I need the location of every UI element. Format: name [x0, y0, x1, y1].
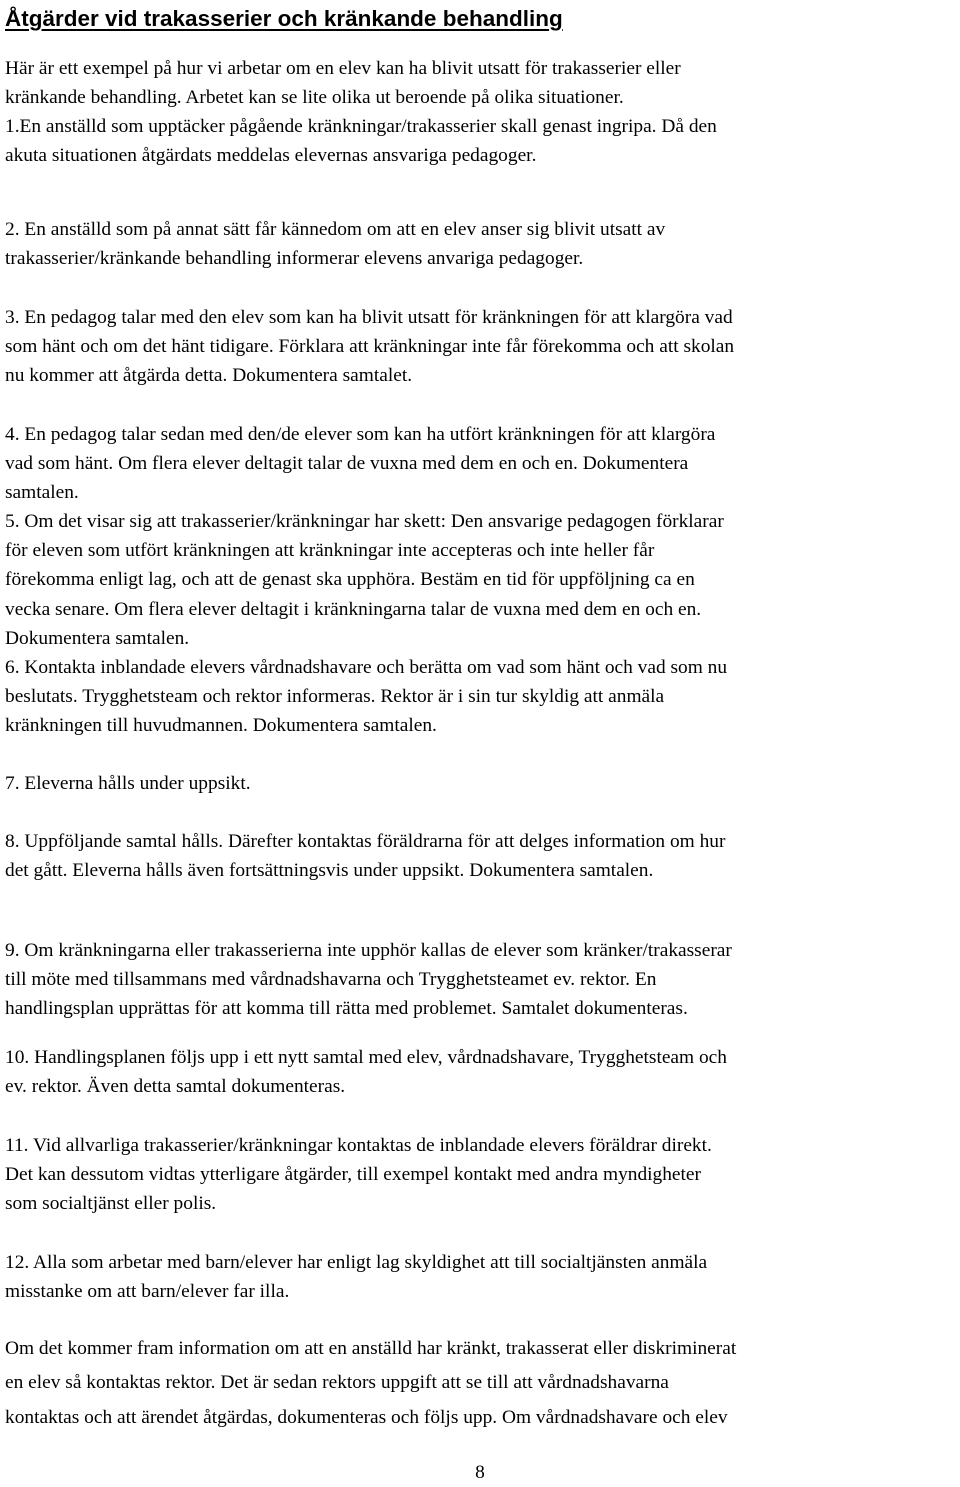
text-line: Det kan dessutom vidtas ytterligare åtgärder, till exempel kontakt med andra myndigheter: [5, 1164, 701, 1186]
page-title: Åtgärder vid trakasserier och kränkande behandling: [5, 6, 563, 31]
text-line: samtalen.: [5, 482, 79, 504]
text-line: trakasserier/kränkande behandling informerar elevens anvariga pedagoger.: [5, 248, 584, 270]
text-line: beslutats. Trygghetsteam och rektor informeras. Rektor är i sin tur skyldig att anmäla: [5, 685, 665, 707]
text-line: 11. Vid allvarliga trakasserier/kränkningar kontaktas de inblandade elevers föräldrar direkt.: [5, 1135, 712, 1156]
text-line: Om det kommer fram information om att en anställd har kränkt, trakasserat eller diskriminerat: [5, 1338, 737, 1359]
text-line: som socialtjänst eller polis.: [5, 1193, 217, 1215]
step-3-paragraph: [5, 303, 960, 390]
intro-paragraph: [5, 54, 960, 170]
text-line: misstanke om att barn/elever far illa.: [5, 1281, 290, 1303]
text-line: 10. Handlingsplanen följs upp i ett nytt samtal med elev, vårdnadshavare, Trygghetsteam och: [5, 1047, 727, 1068]
text-line: kontaktas och att ärendet åtgärdas, dokumenteras och följs upp. Om vårdnadshavare och elev: [5, 1406, 728, 1428]
step-10-paragraph: [5, 1043, 960, 1101]
text-line: 6. Kontakta inblandade elevers vårdnadshavare och berätta om vad som hänt och vad som nu: [5, 656, 728, 678]
text-line: för eleven som utfört kränkningen att kränkningar inte accepteras och inte heller får: [5, 540, 655, 562]
text-line: 5. Om det visar sig att trakasserier/kränkningar har skett: Den ansvarige pedagogen förklarar: [5, 511, 724, 533]
steps-4-to-6-paragraph: [5, 420, 960, 740]
step-8-paragraph: [5, 827, 960, 885]
text-line: 3. En pedagog talar med den elev som kan ha blivit utsatt för kränkningen för att klargöra vad: [5, 307, 733, 328]
text-line: Här är ett exempel på hur vi arbetar om en elev kan ha blivit utsatt för trakasserier eller: [5, 58, 681, 79]
text-line: akuta situationen åtgärdats meddelas elevernas ansvariga pedagoger.: [5, 145, 537, 167]
text-line: 9. Om kränkningarna eller trakasserierna inte upphör kallas de elever som kränker/trakasserar: [5, 940, 732, 961]
text-line: 8. Uppföljande samtal hålls. Därefter kontaktas föräldrarna för att delges information om hur: [5, 831, 726, 852]
text-line: 12. Alla som arbetar med barn/elever har enligt lag skyldighet att till socialtjänsten anmäla: [5, 1252, 708, 1273]
text-line: handlingsplan upprättas för att komma till rätta med problemet. Samtalet dokumenteras.: [5, 998, 688, 1020]
text-line: kränkningen till huvudmannen. Dokumentera samtalen.: [5, 714, 437, 736]
text-line: vad som hänt. Om flera elever deltagit talar de vuxna med dem en och en. Dokumentera: [5, 453, 689, 475]
step-12-paragraph: [5, 1248, 960, 1306]
step-7-paragraph: [5, 769, 960, 798]
text-line: 4. En pedagog talar sedan med den/de elever som kan ha utfört kränkningen för att klargöra: [5, 424, 716, 445]
text-line: som hänt och om det hänt tidigare. Förklara att kränkningar inte får förekomma och att skolan: [5, 336, 735, 358]
step-2-paragraph: [5, 215, 960, 273]
text-line: nu kommer att åtgärda detta. Dokumentera samtalet.: [5, 365, 413, 387]
text-line: en elev så kontaktas rektor. Det är sedan rektors uppgift att se till att vårdnadshavarna: [5, 1372, 669, 1394]
text-line: 2. En anställd som på annat sätt får kännedom om att en elev anser sig blivit utsatt av: [5, 219, 666, 240]
text-line: Dokumentera samtalen.: [5, 627, 190, 649]
page-number: 8: [475, 1462, 485, 1483]
staff-case-paragraph: [5, 1332, 960, 1435]
text-line: kränkande behandling. Arbetet kan se lite olika ut beroende på olika situationer.: [5, 87, 624, 109]
step-9-paragraph: [5, 936, 960, 1023]
text-line: vecka senare. Om flera elever deltagit i kränkningarna talar de vuxna med dem en och en.: [5, 598, 702, 620]
text-line: ev. rektor. Även detta samtal dokumenteras.: [5, 1076, 346, 1098]
step-11-paragraph: [5, 1131, 960, 1218]
text-line: 1.En anställd som upptäcker pågående kränkningar/trakasserier skall genast ingripa. Då den: [5, 116, 717, 138]
text-line: förekomma enligt lag, och att de genast ska upphöra. Bestäm en tid för uppföljning ca en: [5, 569, 695, 591]
text-line: 7. Eleverna hålls under uppsikt.: [5, 773, 251, 794]
text-line: det gått. Eleverna hålls även fortsättningsvis under uppsikt. Dokumentera samtalen.: [5, 860, 654, 882]
text-line: till möte med tillsammans med vårdnadshavarna och Trygghetsteamet ev. rektor. En: [5, 969, 657, 991]
